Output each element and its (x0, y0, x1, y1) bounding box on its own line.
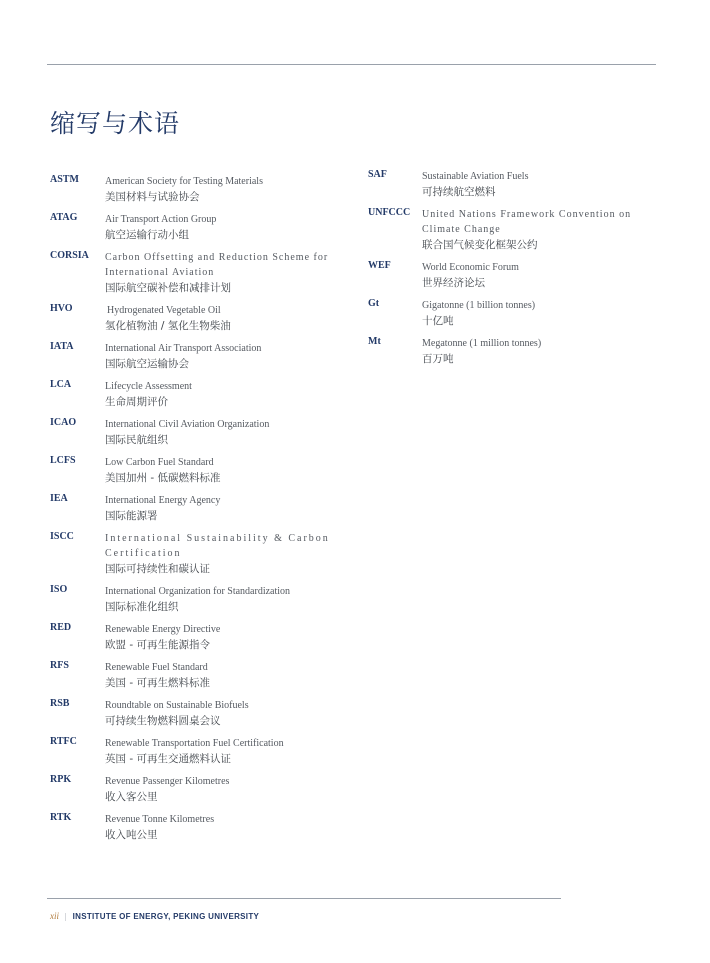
definition (105, 250, 337, 297)
chinese-term: 美国加州 - 低碳燃料标准 (105, 472, 221, 484)
definition (422, 169, 652, 201)
english-term: Gigatonne (1 billion tonnes) (422, 300, 536, 311)
definition (105, 303, 337, 335)
english-term: World Economic Forum (422, 262, 519, 273)
glossary-entry (368, 260, 668, 298)
english-term: International Energy Agency (105, 495, 221, 506)
abbreviation: IEA (50, 493, 68, 504)
definition (105, 698, 337, 730)
glossary-entry (368, 298, 668, 336)
definition (105, 812, 337, 844)
glossary-entry (50, 250, 340, 303)
abbreviation: LCA (50, 379, 72, 390)
abbreviation: RED (50, 622, 72, 633)
definition (105, 660, 337, 692)
english-term: Lifecycle Assessment (105, 381, 192, 392)
chinese-term: 联合国气候变化框架公约 (422, 239, 538, 251)
abbreviation: RSB (50, 698, 70, 709)
abbreviation: Gt (368, 298, 380, 309)
definition (105, 736, 337, 768)
chinese-term: 欧盟 - 可再生能源指令 (105, 639, 210, 651)
english-term: International Air Transport Association (105, 343, 262, 354)
english-term: International Organization for Standardization (105, 586, 291, 597)
glossary-entry (368, 336, 668, 374)
english-term: Hydrogenated Vegetable Oil (107, 305, 221, 316)
glossary-column-left (50, 174, 340, 850)
glossary-entry (50, 212, 340, 250)
abbreviation: RTK (50, 812, 72, 823)
english-term: Air Transport Action Group (105, 214, 217, 225)
chinese-term: 美国 - 可再生燃料标准 (105, 677, 210, 689)
glossary-entry (50, 584, 340, 622)
bottom-divider (47, 898, 561, 899)
definition (422, 260, 652, 292)
definition (105, 417, 337, 449)
abbreviation: RTFC (50, 736, 77, 747)
glossary-entry (50, 736, 340, 774)
glossary-entry (50, 493, 340, 531)
english-term: Low Carbon Fuel Standard (105, 457, 214, 468)
definition (422, 298, 652, 330)
definition (105, 531, 337, 578)
glossary-entry (50, 174, 340, 212)
definition (105, 341, 337, 373)
english-term: American Society for Testing Materials (105, 176, 263, 187)
glossary-entry (50, 531, 340, 584)
definition (105, 584, 337, 616)
definition (105, 493, 337, 525)
glossary-entry (50, 698, 340, 736)
definition (422, 336, 652, 368)
chinese-term: 收入客公里 (105, 791, 158, 803)
definition (422, 207, 652, 254)
abbreviation: CORSIA (50, 250, 89, 261)
abbreviation: ICAO (50, 417, 77, 428)
organization-name: INSTITUTE OF ENERGY, PEKING UNIVERSITY (72, 912, 260, 921)
chinese-term: 国际可持续性和碳认证 (105, 563, 210, 575)
english-term: Sustainable Aviation Fuels (422, 171, 529, 182)
glossary-entry (368, 169, 668, 207)
glossary-entry (50, 455, 340, 493)
abbreviation: RFS (50, 660, 69, 671)
english-term: Renewable Energy Directive (105, 624, 221, 635)
definition (105, 774, 337, 806)
english-term: International Civil Aviation Organization (105, 419, 270, 430)
chinese-term: 国际航空碳补偿和减排计划 (105, 282, 231, 294)
chinese-term: 国际能源署 (105, 510, 158, 522)
glossary-entry (50, 379, 340, 417)
definition (105, 212, 337, 244)
abbreviation: SAF (368, 169, 387, 180)
top-divider (47, 64, 656, 65)
definition (105, 174, 337, 206)
chinese-term: 国际民航组织 (105, 434, 168, 446)
glossary-entry (50, 812, 340, 850)
glossary-entry (368, 207, 668, 260)
definition (105, 455, 337, 487)
chinese-term: 百万吨 (422, 353, 454, 365)
chinese-term: 氢化植物油 / 氢化生物柴油 (105, 320, 231, 332)
page-title: 缩写与术语 (50, 109, 181, 138)
page-number: xii (50, 911, 59, 921)
definition (105, 379, 337, 411)
english-term: Revenue Tonne Kilometres (105, 814, 215, 825)
english-term: Carbon Offsetting and Reduction Scheme for International Aviation (105, 252, 329, 278)
glossary-entry (50, 303, 340, 341)
abbreviation: ISCC (50, 531, 74, 542)
glossary-entry (50, 660, 340, 698)
english-term: United Nations Framework Convention on Climate Change (422, 209, 632, 235)
abbreviation: IATA (50, 341, 74, 352)
abbreviation: WEF (368, 260, 391, 271)
footer-separator: | (65, 912, 67, 921)
english-term: Revenue Passenger Kilometres (105, 776, 230, 787)
english-term: Renewable Transportation Fuel Certification (105, 738, 284, 749)
abbreviation: ASTM (50, 174, 79, 185)
glossary-entry (50, 622, 340, 660)
english-term: Megatonne (1 million tonnes) (422, 338, 542, 349)
chinese-term: 可持续生物燃料圆桌会议 (105, 715, 221, 727)
glossary-column-right (368, 169, 668, 374)
english-term: Renewable Fuel Standard (105, 662, 208, 673)
abbreviation: Mt (368, 336, 381, 347)
chinese-term: 十亿吨 (422, 315, 454, 327)
chinese-term: 世界经济论坛 (422, 277, 485, 289)
chinese-term: 国际航空运输协会 (105, 358, 189, 370)
abbreviation: RPK (50, 774, 72, 785)
glossary-entry (50, 417, 340, 455)
abbreviation: HVO (50, 303, 73, 314)
abbreviation: LCFS (50, 455, 76, 466)
abbreviation: UNFCCC (368, 207, 411, 218)
abbreviation: ATAG (50, 212, 78, 223)
chinese-term: 收入吨公里 (105, 829, 158, 841)
english-term: Roundtable on Sustainable Biofuels (105, 700, 249, 711)
chinese-term: 英国 - 可再生交通燃料认证 (105, 753, 231, 765)
definition (105, 622, 337, 654)
chinese-term: 可持续航空燃料 (422, 186, 496, 198)
chinese-term: 航空运输行动小组 (105, 229, 189, 241)
page-footer (50, 911, 259, 921)
chinese-term: 生命周期评价 (105, 396, 168, 408)
glossary-entry (50, 341, 340, 379)
abbreviation: ISO (50, 584, 68, 595)
chinese-term: 国际标准化组织 (105, 601, 179, 613)
english-term: International Sustainability & Carbon Certification (105, 533, 330, 559)
chinese-term: 美国材料与试验协会 (105, 191, 200, 203)
glossary-entry (50, 774, 340, 812)
